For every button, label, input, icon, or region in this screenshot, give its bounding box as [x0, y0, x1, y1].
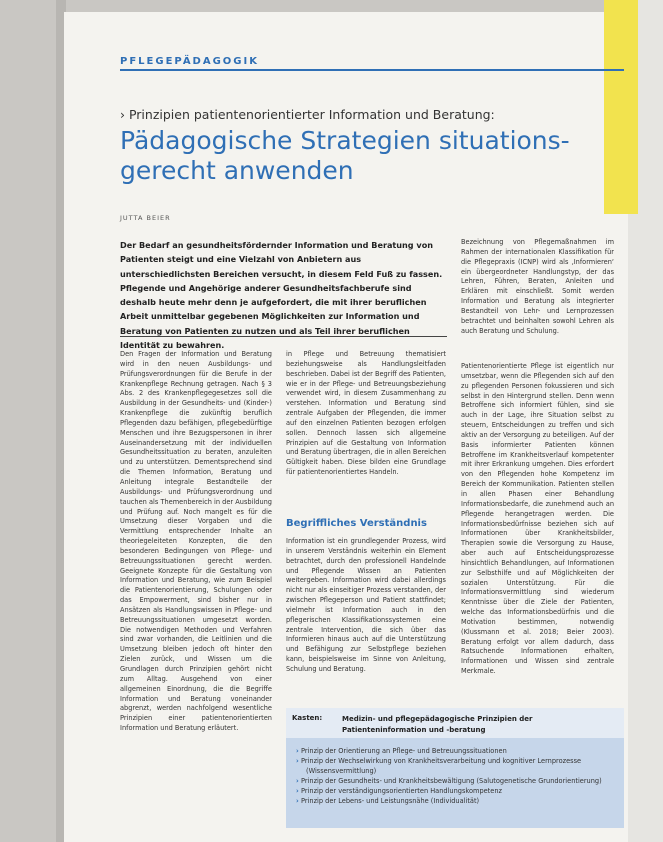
info-box-list	[296, 746, 614, 806]
list-item: › Prinzip der Orientierung an Pflege- und Betreuungssituationen	[296, 746, 614, 756]
article-title: Pädagogische Strategien situations-gerecht anwenden	[120, 126, 570, 185]
subheading: Begriffliches Verständnis	[286, 518, 427, 529]
body-column-3-top: Bezeichnung von Pflegemaßnahmen im Rahmen der internationalen Klassifikation für die Pflegepraxis (ICNP) wird als ‚Informieren‘ ein übergeordneter Handlungstyp, der das Lehren, Führen, Beraten, Anleiten und Erklären mit einschließt. Somit werden Information und Beratung als integrierter Bestandteil von Lehr- und Lernprozessen betrachtet und beinhalten sowohl Lehren als auch Beratung und Schulung.	[461, 238, 614, 335]
body-column-2-bottom: Information ist ein grundlegender Prozess, wird in unserem Verständnis weiterhin ein Element betrachtet, durch den professionell Handelnde und Pflegende Wissen an Patienten weitergeben. Information wird dabei allerdings nicht nur als einseitiger Prozess verstanden, der zwischen Pflegeperson und Patient stattfindet; vielmehr ist Information auch in den pflegerischen Klassifikationssystemen eine zentrale Intervention, die sich über das Informieren hinaus auch auf die Unterstützung und Befähigung zur Selbstpflege beziehen kann, beispielsweise im Sinne von Anleitung, Schulung und Beratung.	[286, 537, 446, 673]
list-item: › Prinzip der Wechselwirkung von Krankheitsverarbeitung und kognitiver Lernprozesse (Wissensvermittlung)	[296, 756, 614, 776]
info-box	[286, 708, 624, 828]
info-box-title: Medizin- und pflegepädagogische Prinzipien der Patienteninformation und -beratung	[342, 715, 533, 734]
section-label: PFLEGEPÄDAGOGIK	[120, 56, 259, 67]
body-column-2-top: in Pflege und Betreuung thematisiert beziehungsweise als Handlungsleitfaden beschrieben. Dabei ist der Begriff des Patienten, wie er in der Pflege- und Betreuungsbeziehung verwendet wird, in diesem Zusammenhang zu verstehen. Information und Beratung sind zentrale Aufgaben der Pflegenden, die immer auf den einzelnen Patienten bezogen erfolgen sollen. Dennoch lassen sich allgemeine Prinzipien auf die Gestaltung von Information und Beratung übertragen, die in allen Bereichen Gültigkeit haben. Diese bilden eine Grundlage für patientenorientiertes Handeln.	[286, 350, 446, 477]
list-item: › Prinzip der Lebens- und Leistungsnähe (Individualität)	[296, 796, 614, 806]
article-author: JUTTA BEIER	[120, 214, 171, 222]
lead-divider	[120, 336, 447, 337]
article-kicker: › Prinzipien patientenorientierter Information und Beratung:	[120, 107, 495, 122]
list-item: › Prinzip der Gesundheits- und Krankheitsbewältigung (Salutogenetische Grundorientierung)	[296, 776, 614, 786]
page-content	[64, 12, 638, 842]
info-box-header	[286, 708, 624, 738]
list-item: › Prinzip der verständigungsorientierten Handlungskompetenz	[296, 786, 614, 796]
info-box-label: Kasten:	[292, 714, 323, 722]
section-rule	[120, 69, 624, 71]
body-column-3-bottom: Patientenorientierte Pflege ist eigentlich nur umsetzbar, wenn die Pflegenden sich auf den zu pflegenden Personen fokussieren und sich selbst in den Hintergrund stellen. Denn wenn Betroffene sich informiert fühlen, sind sie auch in der Lage, ihre Situation selbst zu steuern, Entscheidungen zu treffen und sich aktiv an der Versorgung zu beteiligen. Auf der Basis informierter Patienten können Betroffene im Krankheitsverlauf kompetenter mit ihrer Erkrankung umgehen. Dies erfordert von den Pflegenden hohe Kompetenz im Bereich der Kommunikation. Patienten stellen in allen Phasen einer Behandlung Informationsbedarfe, die zunehmend auch an Pflegende herangetragen werden. Die Informationsbedürfnisse beziehen sich auf Informationen über Krankheitsbilder, Therapien sowie die Versorgung zu Hause, aber auch auf Entscheidungsprozesse hinsichtlich Behandlungen, auf Informationen zur Selbsthilfe und auf Möglichkeiten der sozialen Unterstützung. Für die Informationsvermittlung sind wiederum Kenntnisse über die Ziele der Patienten, welche das Informationsbedürfnis und die Motivation bestimmen, notwendig (Klussmann et al. 2018; Beier 2003). Beratung erfolgt vor allem dadurch, dass Ratsuchende Informationen erhalten, Informationen und Wissen sind zentrale Merkmale.	[461, 362, 614, 676]
body-column-1: Den Fragen der Information und Beratung wird in den neuen Ausbildungs- und Prüfungsverordnungen für die Berufe in der Krankenpflege Rechnung getragen. Nach § 3 Abs. 2 des Krankenpflegegesetzes soll die Ausbildung in der Gesundheits- und (Kinder-) Krankenpflege die zukünftig beruflich Pflegenden dazu befähigen, pflegebedürftige Menschen und ihre Bezugspersonen in ihrer Auseinandersetzung mit der individuellen Gesundheitssituation zu beraten, anzuleiten und zu unterstützen. Dementsprechend sind die Themen Information, Beratung und Anleitung integrale Bestandteile der Ausbildungs- und Prüfungsverordnung und tauchen als Themenbereich in der Ausbildung und Prüfung auf. Noch mangelt es für die Umsetzung dieser Vorgaben und die Vermittlung entsprechender Inhalte an theoriegeleiteten Konzepten, die den besonderen Bedingungen von Pflege- und Betreuungssituationen gerecht werden. Geeignete Konzepte für die Gestaltung von Information und Beratung, wie zum Beispiel die Patientenorientierung, Schulungen oder das Empowerment, sind bisher nur in Ansätzen als Handlungswissen in Pflege- und Betreuungssituationen umgesetzt worden. Die notwendigen Methoden und Verfahren sind zwar vorhanden, die Leitlinien und die Umsetzung bleiben jedoch oft hinter den Zielen zurück, und Wissen um die Grundlagen durch Prinzipien gehört nicht zum Alltag. Ausgehend von einer allgemeinen Einordnung, die die Begriffe Information und Beratung voneinander abgrenzt, werden nachfolgend wesentliche Prinzipien einer patientenorientierten Information und Beratung erläutert.	[120, 350, 272, 733]
article-lead: Der Bedarf an gesundheitsfördernder Information und Beratung von Patienten steigt und eine Vielzahl von Anbietern aus unterschiedlichsten Bereichen versucht, in diesem Feld Fuß zu fassen. Pflegende und Angehörige anderer Gesundheitsfachberufe sind deshalb heute mehr denn je aufgefordert, die mit ihrer beruflichen Arbeit unmittelbar gegebenen Möglichkeiten zur Information und Beratung von Patienten zu nutzen und als Teil ihrer beruflichen Identität zu bewahren.	[120, 240, 443, 351]
